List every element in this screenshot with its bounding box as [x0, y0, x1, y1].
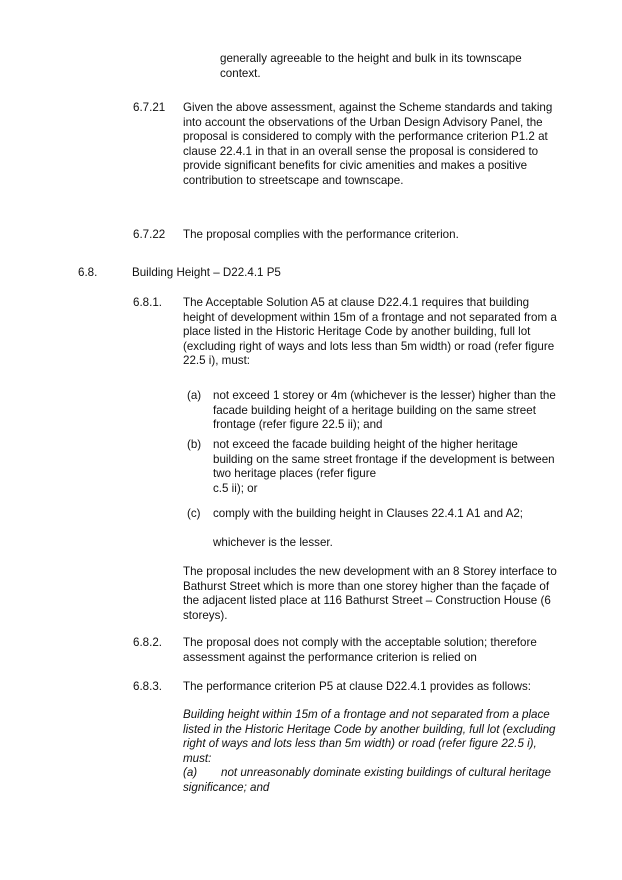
list-item-a: not exceed 1 storey or 4m (whichever is the lesser) higher than the facade building height of a heritage building on the same street frontage (refer figure 22.5 ii); and: [213, 389, 556, 431]
quoted-criterion: Building height within 15m of a frontage and not separated from a place listed in the Historic Heritage Code by another building, full lot (excluding right of ways and lots less than 5m width) or road (refer figure 22.5 i), must:: [183, 708, 556, 765]
closing-text: whichever is the lesser.: [213, 536, 333, 549]
paragraph-number: 6.7.21: [133, 101, 166, 114]
paragraph-6-8-2: The proposal does not comply with the acceptable solution; therefore assessment against the performance criterion is relied on: [183, 636, 537, 664]
paragraph-number: 6.8.2.: [133, 636, 163, 649]
proposal-paragraph: The proposal includes the new development with an 8 Storey interface to Bathurst Street which is more than one storey higher than the façade of the adjacent listed place at 116 Bathurst Street – Construction House (6 storeys).: [183, 565, 557, 622]
list-item-label: (b): [187, 438, 202, 451]
list-item-b: not exceed the facade building height of the higher heritage building on the same street frontage if the development is between two heritage places (refer figure: [213, 438, 555, 480]
paragraph-number: 6.7.22: [133, 228, 166, 241]
list-item-c: comply with the building height in Clauses 22.4.1 A1 and A2;: [213, 507, 524, 520]
section-heading: Building Height – D22.4.1 P5: [132, 266, 281, 279]
paragraph-6-8-3: The performance criterion P5 at clause D22.4.1 provides as follows:: [183, 680, 531, 693]
section-number: 6.8.: [78, 266, 98, 279]
list-item-b-continuation: c.5 ii); or: [213, 482, 258, 495]
quote-item-label: (a): [183, 766, 198, 779]
list-item-label: (a): [187, 389, 202, 402]
quote-item-a: not unreasonably dominate existing buildings of cultural heritage significance; and: [183, 766, 551, 794]
paragraph-6-7-22: The proposal complies with the performance criterion.: [183, 228, 459, 241]
list-item-label: (c): [187, 507, 201, 520]
paragraph-number: 6.8.3.: [133, 680, 163, 693]
paragraph-number: 6.8.1.: [133, 296, 163, 309]
intro-continuation: generally agreeable to the height and bulk in its townscape context.: [220, 52, 522, 80]
paragraph-6-8-1: The Acceptable Solution A5 at clause D22.4.1 requires that building height of development within 15m of a frontage and not separated from a place listed in the Historic Heritage Code by another building, full lot (excluding right of ways and lots less than 5m width) or road (refer figure 22.5 i), must:: [183, 296, 557, 367]
paragraph-6-7-21: Given the above assessment, against the Scheme standards and taking into account the observations of the Urban Design Advisory Panel, the proposal is considered to comply with the performance criterion P1.2 at clause 22.4.1 in that in an overall sense the proposal is considered to provide significant benefits for civic amenities and makes a positive contribution to streetscape and townscape.: [183, 101, 553, 187]
